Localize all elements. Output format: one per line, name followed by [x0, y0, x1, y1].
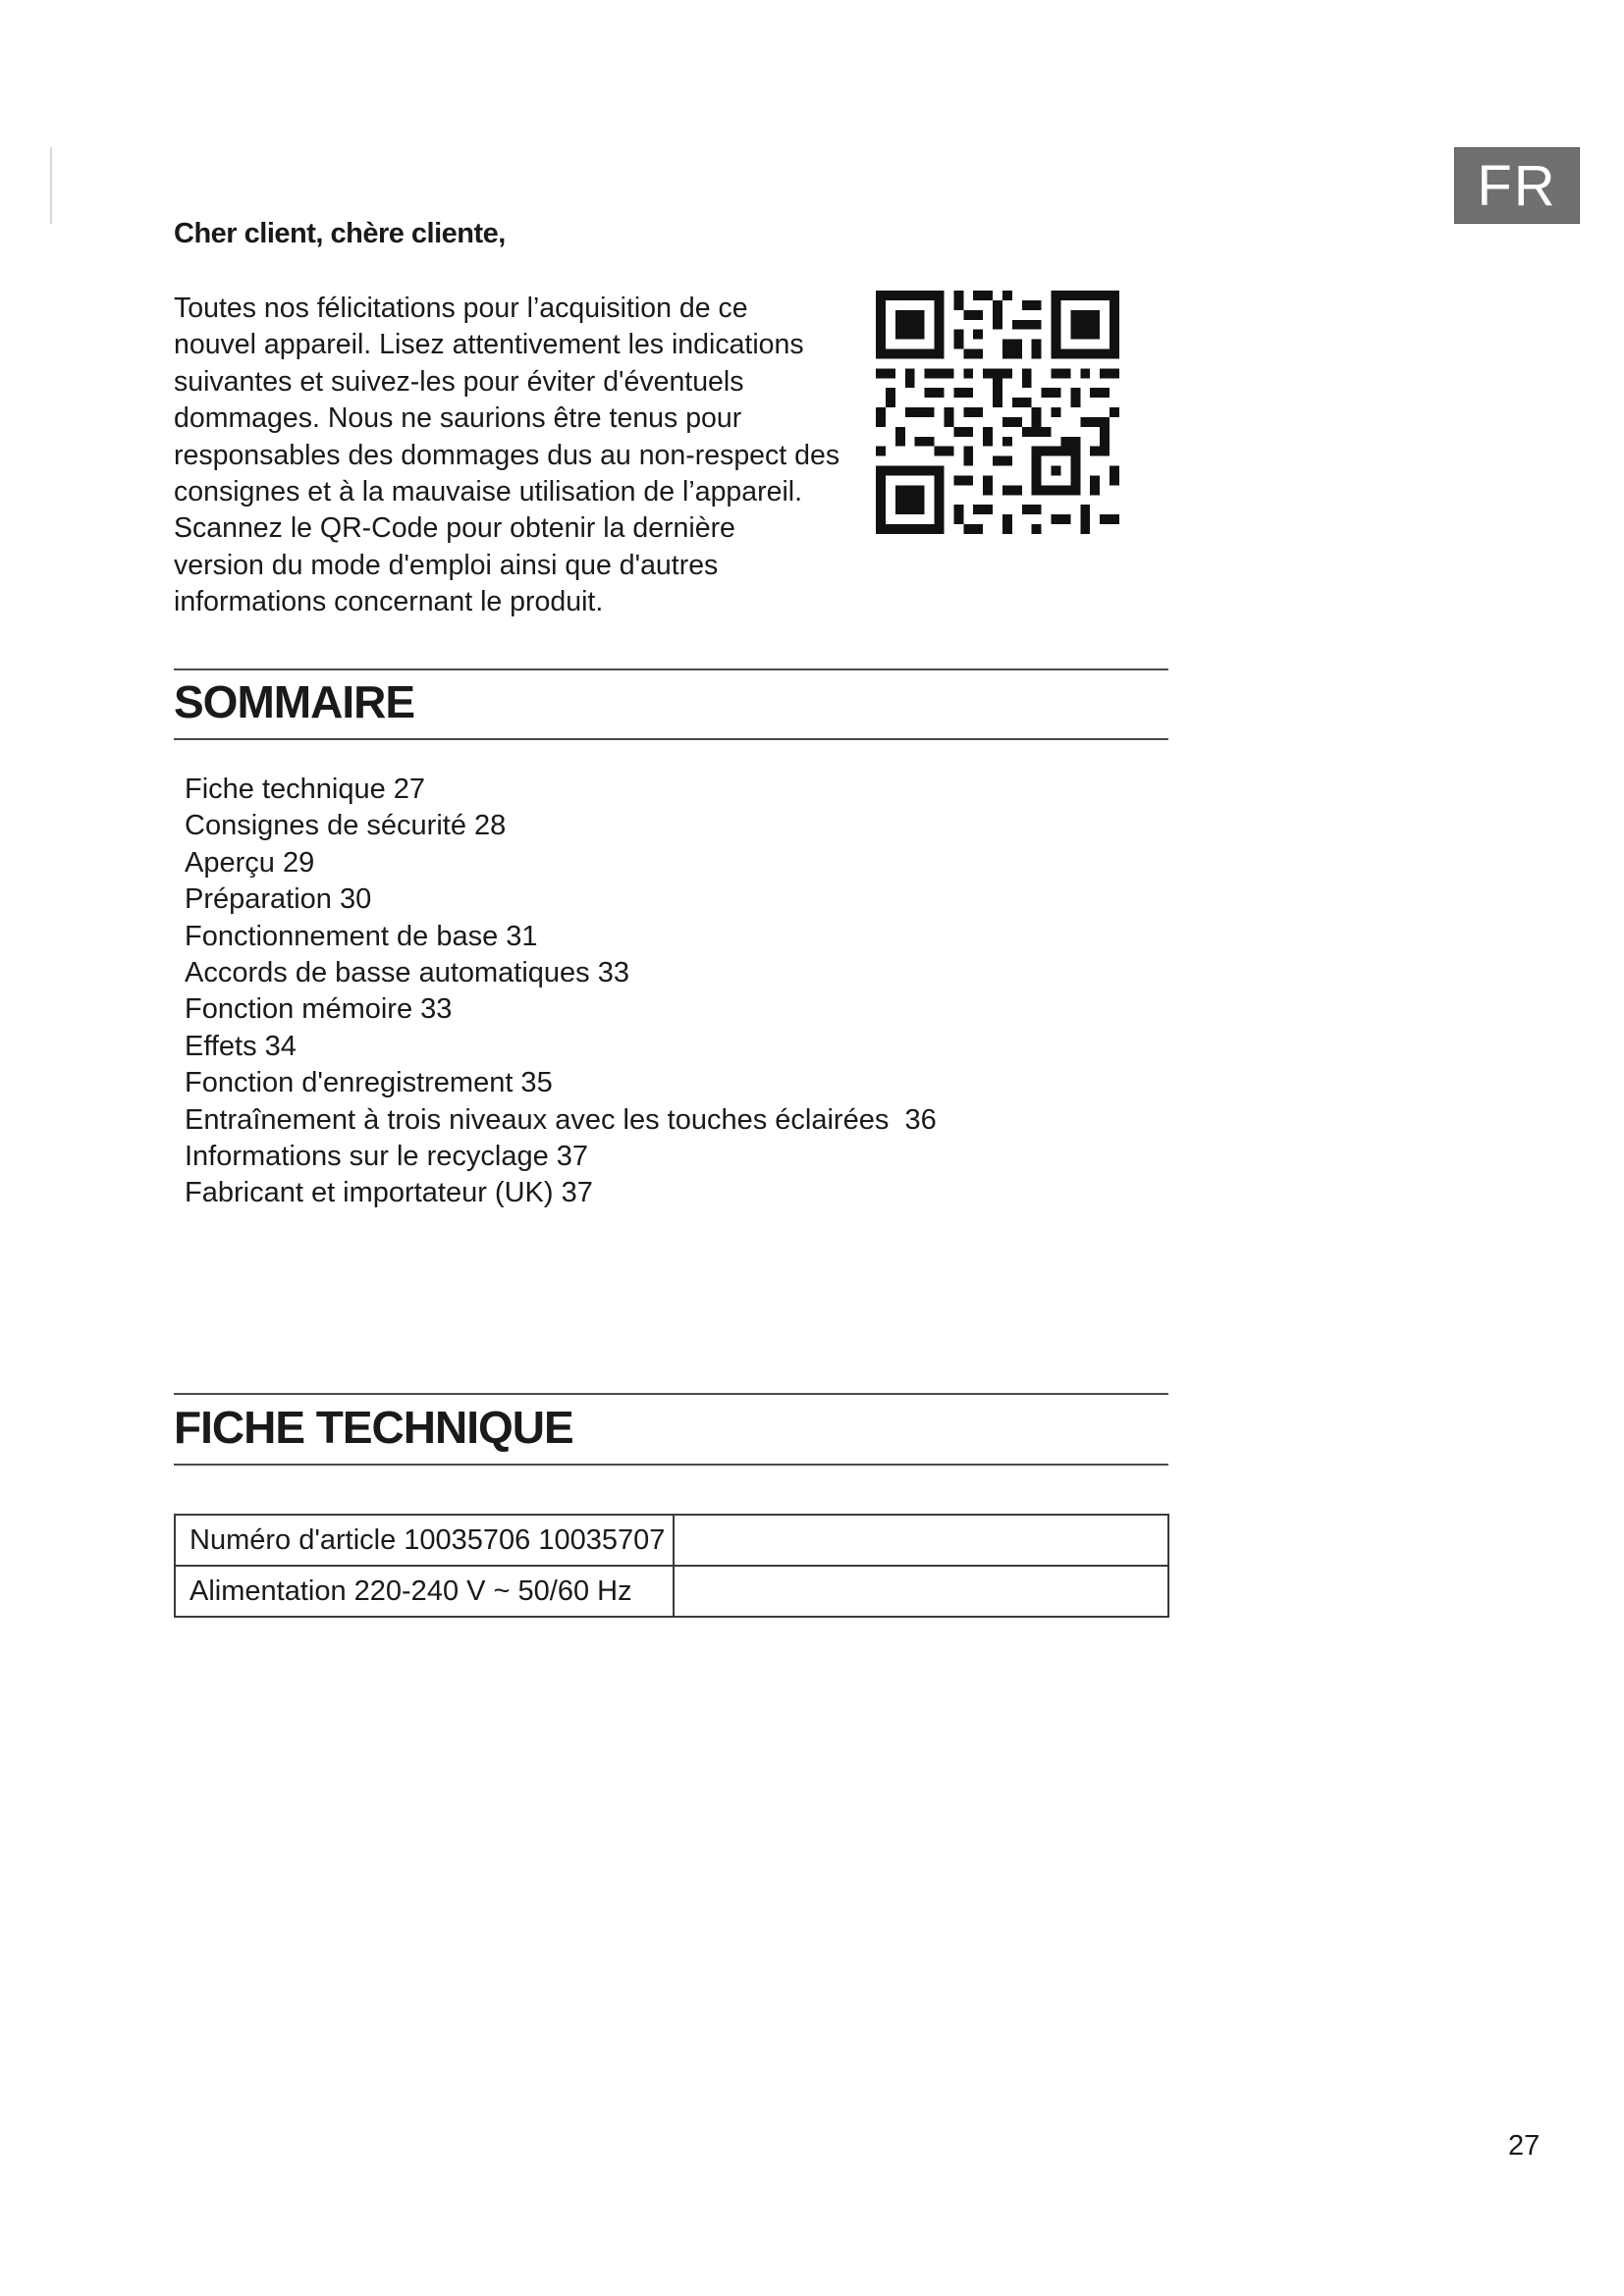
spec-title: FICHE TECHNIQUE: [174, 1402, 573, 1453]
qr-code[interactable]: [876, 291, 1119, 534]
intro-paragraph: [174, 291, 844, 621]
toc-item[interactable]: Entraînement à trois niveaux avec les touches éclairées 36: [185, 1103, 937, 1136]
intro-line: consignes et à la mauvaise utilisation de l’appareil.: [174, 476, 803, 508]
intro-line: responsables des dommages dus au non-respect des: [174, 439, 840, 471]
intro-line: informations concernant le produit.: [174, 586, 604, 618]
table-row: [175, 1566, 1168, 1617]
toc-item[interactable]: Accords de basse automatiques 33: [185, 957, 629, 989]
toc-item[interactable]: Fabricant et importateur (UK) 37: [185, 1177, 593, 1209]
section-rule: [174, 738, 1168, 740]
table-of-contents: [185, 772, 937, 1212]
intro-line: nouvel appareil. Lisez attentivement les indications: [174, 329, 804, 361]
intro-line: suivantes et suivez-les pour éviter d'éventuels: [174, 365, 744, 398]
toc-item[interactable]: Informations sur le recyclage 37: [185, 1141, 589, 1173]
spec-cell: [674, 1515, 1168, 1566]
toc-title: SOMMAIRE: [174, 676, 414, 727]
spec-cell: Alimentation 220-240 V ~ 50/60 Hz: [175, 1566, 674, 1617]
toc-item[interactable]: Préparation 30: [185, 883, 372, 916]
toc-item[interactable]: Effets 34: [185, 1030, 297, 1062]
greeting-heading: Cher client, chère cliente,: [174, 218, 506, 249]
language-badge: FR: [1454, 147, 1580, 224]
toc-item[interactable]: Fonction mémoire 33: [185, 993, 453, 1026]
binding-margin-line: [50, 147, 52, 224]
toc-item[interactable]: Fiche technique 27: [185, 774, 426, 805]
toc-item[interactable]: Aperçu 29: [185, 846, 315, 879]
intro-line: version du mode d'emploi ainsi que d'autres: [174, 549, 719, 581]
page-number: 27: [1508, 2130, 1541, 2162]
spec-cell: Numéro d'article 10035706 10035707: [175, 1515, 674, 1566]
intro-line: Scannez le QR-Code pour obtenir la dernière: [174, 512, 735, 545]
intro-line: Toutes nos félicitations pour l’acquisition de ce: [174, 293, 748, 324]
section-rule: [174, 1464, 1168, 1466]
table-row: [175, 1515, 1168, 1566]
toc-item[interactable]: Fonction d'enregistrement 35: [185, 1067, 553, 1099]
spec-table: [174, 1514, 1169, 1618]
section-rule: [174, 1393, 1168, 1395]
spec-cell: [674, 1566, 1168, 1617]
toc-item[interactable]: Fonctionnement de base 31: [185, 920, 538, 952]
toc-item[interactable]: Consignes de sécurité 28: [185, 810, 507, 842]
section-rule: [174, 668, 1168, 670]
intro-line: dommages. Nous ne saurions être tenus pour: [174, 402, 742, 435]
